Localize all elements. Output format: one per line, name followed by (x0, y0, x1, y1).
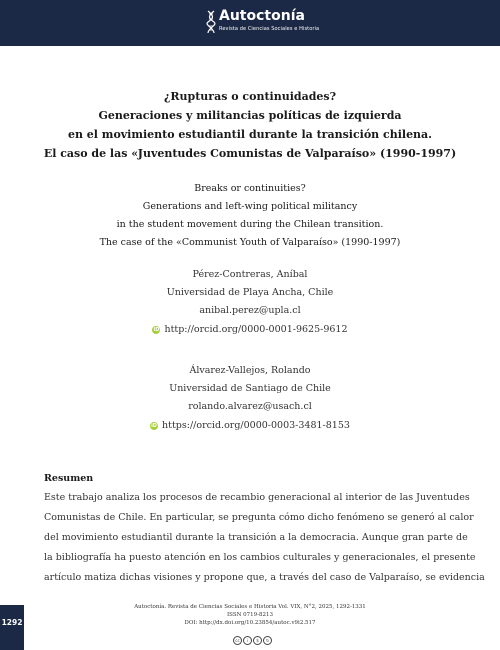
title-es-line: Generaciones y militancias políticas de izquierda (98, 109, 402, 122)
author-email[interactable]: anibal.perez@upla.cl (199, 305, 301, 316)
journal-subtitle: Revista de Ciencias Sociales e Historia (219, 26, 320, 32)
orcid-icon: iD (153, 327, 160, 333)
footer-citation (100, 603, 400, 627)
cc-icon: cc (233, 636, 242, 645)
author-email[interactable]: rolando.alvarez@usach.cl (188, 401, 312, 412)
page-number: 1292 (1, 618, 23, 627)
abstract-heading: Resumen (44, 473, 94, 484)
author-affiliation: Universidad de Playa Ancha, Chile (166, 287, 334, 298)
author-affiliation: Universidad de Santiago de Chile (169, 383, 331, 394)
article-title-english (20, 180, 480, 252)
author-name: Álvarez-Vallejos, Rolando (189, 365, 311, 376)
title-en-line: The case of the «Communist Youth of Valparaíso» (1990-1997) (99, 237, 401, 248)
orcid-link[interactable]: http://orcid.org/0000-0001-9625-9612 (164, 324, 348, 335)
abstract-line: la bibliografía ha puesto atención en los cambios culturales y generacionales, el presente (44, 552, 476, 563)
abstract-line: del movimiento estudiantil durante la transición a la democracia. Aunque gran parte de (44, 532, 468, 543)
nc-icon: $ (253, 636, 262, 645)
sa-icon: ↻ (263, 636, 272, 645)
issn-line: ISSN 0719-8213 (226, 612, 274, 618)
page-number-tab (0, 605, 24, 650)
author-orcid (150, 417, 350, 435)
title-es-line: en el movimiento estudiantil durante la transición chilena. (67, 128, 433, 141)
title-es-line: El caso de las «Juventudes Comunistas de Valparaíso» (1990-1997) (43, 147, 457, 160)
abstract-line: Comunistas de Chile. En particular, se pregunta cómo dicho fenómeno se generó al calor (44, 512, 474, 523)
doi-line[interactable]: DOI: http://dx.doi.org/10.23854/autoc.v9i2.517 (184, 620, 316, 626)
title-en-line: in the student movement during the Chilean transition. (116, 219, 384, 230)
orcid-link[interactable]: https://orcid.org/0000-0003-3481-8153 (162, 420, 350, 431)
citation-line: Autoctonía. Revista de Ciencias Sociales e Historia Vol. VIX, N°2, 2025, 1292-1331 (134, 604, 366, 610)
journal-header (0, 0, 500, 46)
dna-helix-icon (206, 10, 216, 34)
title-en-line: Breaks or continuities? (194, 183, 306, 194)
author-orcid (152, 321, 347, 339)
abstract-line: Este trabajo analiza los procesos de recambio generacional al interior de las Juventudes (44, 492, 470, 503)
by-icon: i (243, 636, 252, 645)
abstract-line: artículo matiza dichas visiones y propone que, a través del caso de Valparaíso, se evidencia (44, 572, 485, 583)
title-en-line: Generations and left-wing political militancy (142, 201, 358, 212)
author-block (20, 362, 480, 435)
abstract-body (44, 488, 485, 588)
title-es-line: ¿Rupturas o continuidades? (163, 90, 337, 103)
author-name: Pérez-Contreras, Aníbal (192, 269, 308, 280)
license-icons (233, 636, 272, 644)
author-block (20, 266, 480, 339)
journal-name: Autoctonía (219, 8, 305, 24)
article-title-spanish (20, 87, 480, 163)
orcid-icon: iD (151, 423, 157, 429)
